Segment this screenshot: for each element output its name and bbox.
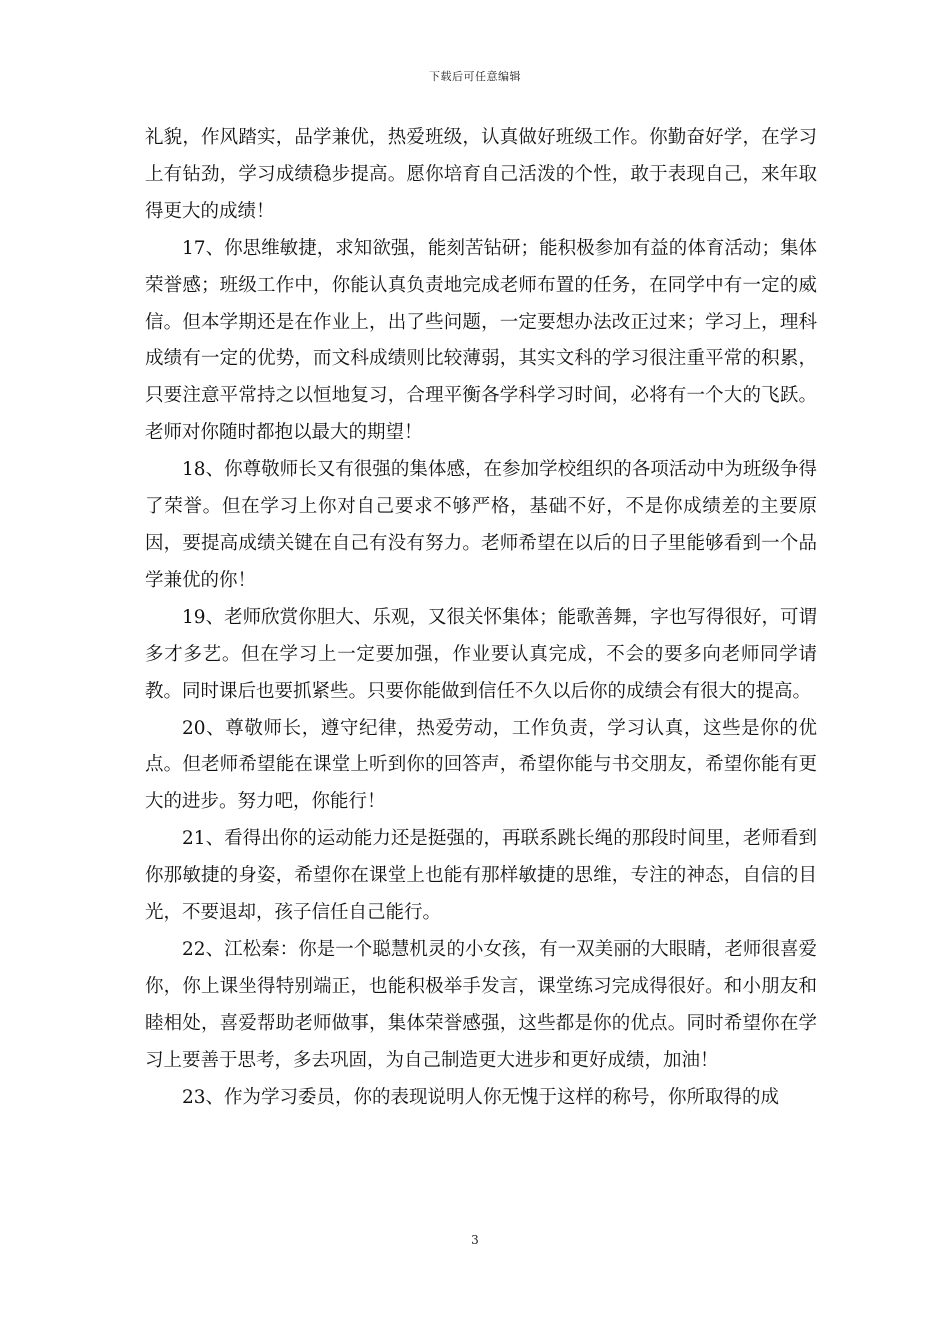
paragraph-17: 17、你思维敏捷，求知欲强，能刻苦钻研；能积极参加有益的体育活动；集体荣誉感；班级工作中，你能认真负责地完成老师布置的任务，在同学中有一定的威信。但本学期还是在作业上，出了些问题，一定要想办法改正过来；学习上，理科成绩有一定的优势，而文科成绩则比较薄弱，其实文科的学习很注重平常的积累，只要注意平常持之以恒地复习，合理平衡各学科学习时间，必将有一个大的飞跃。老师对你随时都抱以最大的期望！ xyxy=(145,237,817,444)
paragraph-18: 18、你尊敬师长又有很强的集体感，在参加学校组织的各项活动中为班级争得了荣誉。但在学习上你对自己要求不够严格，基础不好，不是你成绩差的主要原因，要提高成绩关键在自己有没有努力。老师希望在以后的日子里能够看到一个品学兼优的你！ xyxy=(145,459,817,591)
paragraph-continued: 礼貌，作风踏实，品学兼优，热爱班级，认真做好班级工作。你勤奋好学，在学习上有钻劲，学习成绩稳步提高。愿你培育自己活泼的个性，敢于表现自己，来年取得更大的成绩！ xyxy=(145,127,817,222)
paragraph-20: 20、尊敬师长，遵守纪律，热爱劳动，工作负责，学习认真，这些是你的优点。但老师希望能在课堂上听到你的回答声，希望你能与书交朋友，希望你能有更大的进步。努力吧，你能行！ xyxy=(145,717,817,813)
page-number: 3 xyxy=(471,1233,479,1247)
page-header: 下载后可任意编辑 xyxy=(429,70,521,83)
paragraph-19: 19、老师欣赏你胆大、乐观，又很关怀集体；能歌善舞，字也写得很好，可谓多才多艺。但在学习上一定要加强，作业要认真完成，不会的要多向老师同学请教。同时课后也要抓紧些。只要你能做到信任不久以后你的成绩会有很大的提高。 xyxy=(145,606,817,702)
paragraph-23: 23、作为学习委员，你的表现说明人你无愧于这样的称号，你所取得的成 xyxy=(182,1086,780,1108)
document-body xyxy=(145,120,817,1116)
paragraph-21: 21、看得出你的运动能力还是挺强的，再联系跳长绳的那段时间里，老师看到你那敏捷的身姿，希望你在课堂上也能有那样敏捷的思维，专注的神态，自信的目光，不要退却，孩子信任自己能行。 xyxy=(145,828,817,924)
paragraph-22: 22、江松秦：你是一个聪慧机灵的小女孩，有一双美丽的大眼睛，老师很喜爱你，你上课坐得特别端正，也能积极举手发言，课堂练习完成得很好。和小朋友和睦相处，喜爱帮助老师做事，集体荣誉感强，这些都是你的优点。同时希望你在学习上要善于思考，多去巩固，为自己制造更大进步和更好成绩，加油！ xyxy=(145,938,817,1071)
